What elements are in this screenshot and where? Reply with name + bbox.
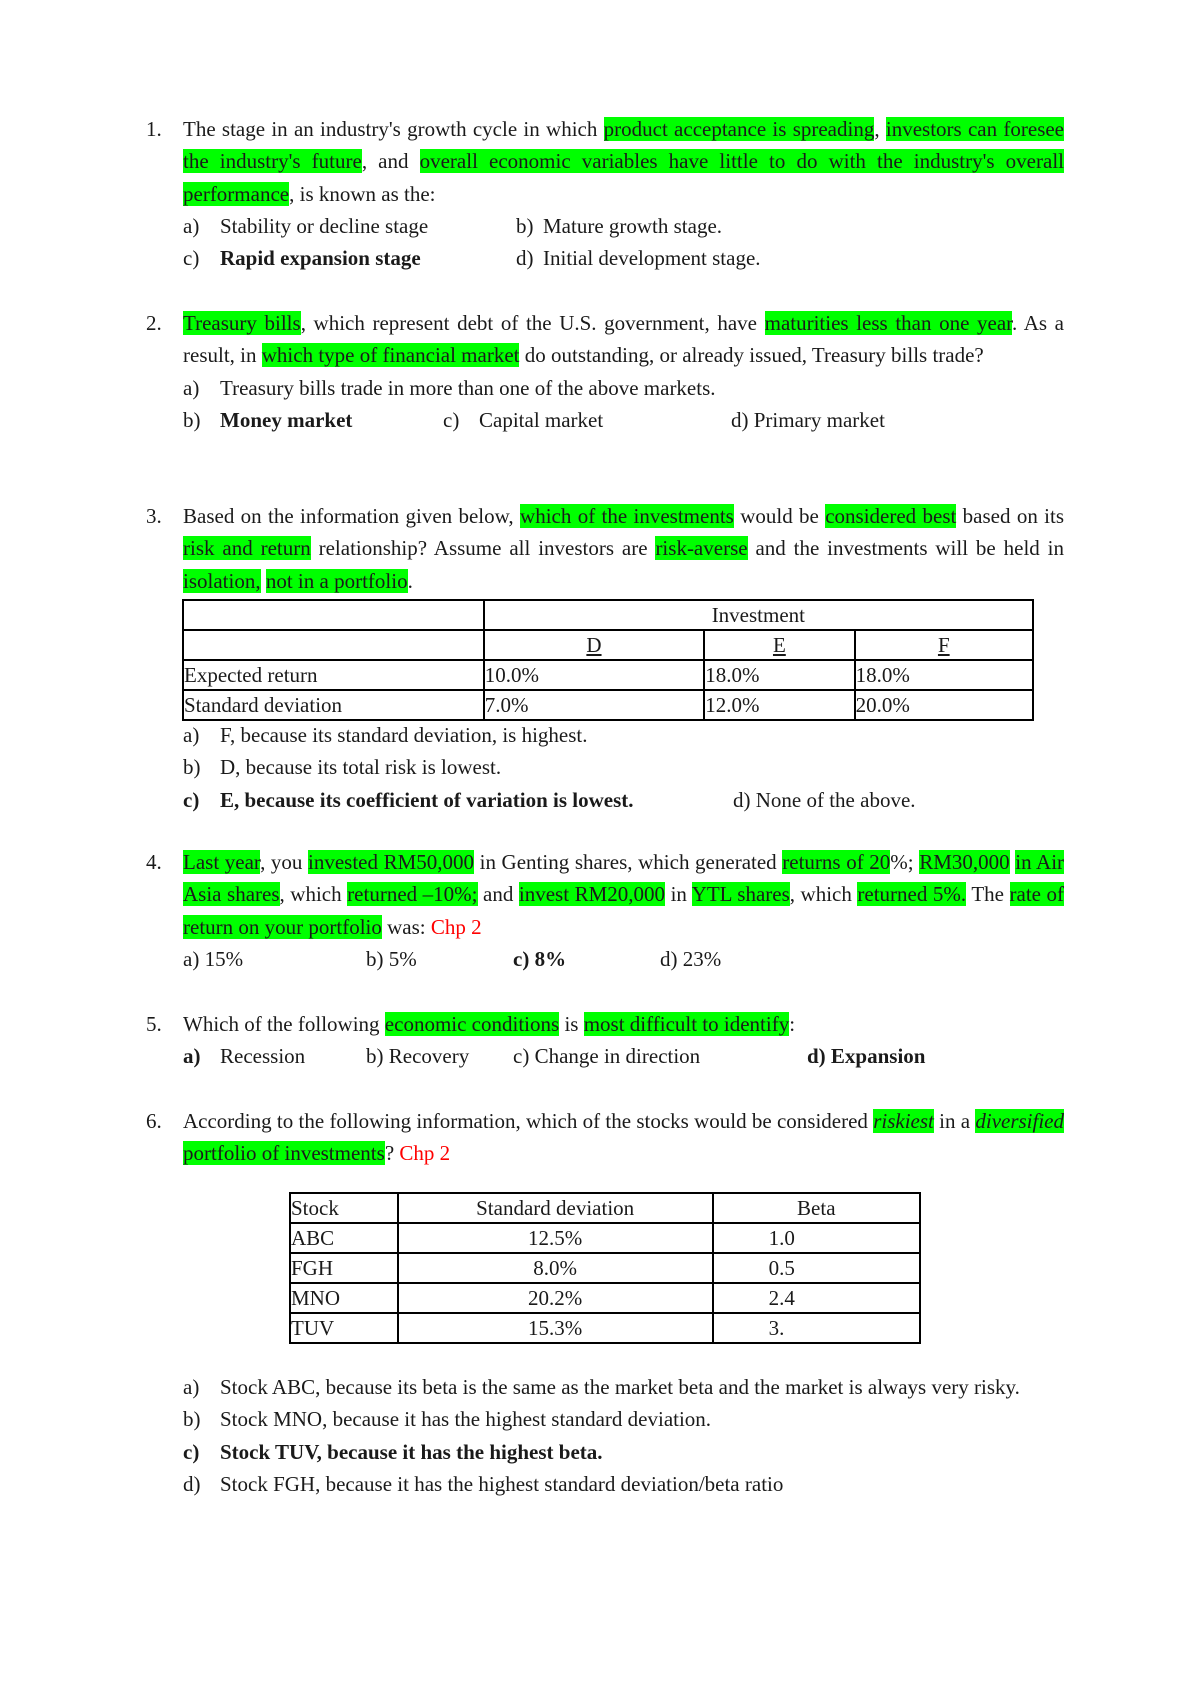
option-b: Mature growth stage. — [543, 213, 723, 238]
highlight: considered best — [825, 504, 957, 528]
highlight: portfolio of investments — [183, 1141, 385, 1166]
highlight: riskiest — [873, 1109, 934, 1133]
table-header-row — [183, 630, 1033, 660]
question-3-options — [146, 719, 1064, 816]
highlight: maturities less than one year — [764, 311, 1013, 335]
question-1 — [146, 113, 1064, 274]
option-b-answer: Money market — [220, 407, 353, 432]
table-row — [183, 690, 1033, 720]
question-number: 2. — [146, 311, 162, 335]
highlight: returns of 20 — [782, 850, 891, 874]
question-text: Last year, you invested RM50,000 in Genting shares, which generated returns of 20%; RM30,000 in Air Asia shares, which returned –10%; and invest RM20,000 in YTL shares, which returned 5%. The rate of return on your portfolio was: Chp 2 — [183, 850, 1065, 939]
option-c: c) Change in direction — [513, 1044, 701, 1069]
row-label: Expected return — [183, 660, 484, 690]
question-3 — [146, 500, 1064, 597]
table-cell: 7.0% — [484, 690, 705, 720]
question-text: According to the following information, which of the stocks would be considered riskiest in a diversified portfolio of investments? Chp 2 — [183, 1109, 1065, 1166]
chapter-note: Chp 2 — [399, 1141, 451, 1166]
question-text: Based on the information given below, which of the investments would be considered best based on its risk and return relationship? Assume all investors are risk-averse and the investments will be held in isolation, not in a portfolio. — [183, 504, 1065, 593]
chapter-note: Chp 2 — [430, 914, 482, 939]
option-b: b) 5% — [366, 946, 417, 971]
highlight: diversified — [975, 1109, 1065, 1133]
option-row: a) Recession b) Recovery c) Change in direction d) Expansion — [183, 1040, 1064, 1072]
question-number: 1. — [146, 117, 162, 141]
highlight: invested RM50,000 — [308, 850, 475, 874]
column-header: Standard deviation — [398, 1193, 713, 1223]
highlight: economic conditions — [384, 1012, 560, 1036]
option-a: a) F, because its standard deviation, is highest. — [183, 723, 588, 747]
highlight: not in a portfolio — [265, 568, 408, 593]
option-d-answer: d) Expansion — [807, 1044, 926, 1069]
highlight: invest RM20,000 — [518, 882, 666, 907]
option-row: c) E, because its coefficient of variation is lowest. d) None of the above. — [183, 784, 1064, 816]
table-header-row — [290, 1193, 920, 1223]
option-d: d) Primary market — [731, 407, 885, 432]
column-header: Stock — [290, 1193, 398, 1223]
highlight: which type of financial market — [261, 343, 520, 368]
option-d: d) None of the above. — [733, 787, 916, 812]
question-number: 3. — [146, 504, 162, 528]
table-cell: 18.0% — [704, 660, 854, 690]
highlight: returned 5%. — [857, 882, 967, 907]
option-a: a) 15% — [183, 946, 244, 971]
option-b: b) Stock MNO, because it has the highest standard deviation. — [183, 1407, 712, 1432]
table-row — [183, 660, 1033, 690]
table-row: MNO 20.2% 2.4 — [290, 1283, 920, 1313]
row-label: Standard deviation — [183, 690, 484, 720]
table-cell: 20.0% — [855, 690, 1033, 720]
question-number: 4. — [146, 850, 162, 874]
option-d: Initial development stage. — [543, 246, 761, 271]
option-c-answer: E, because its coefficient of variation is lowest. — [220, 787, 634, 812]
table-cell: 10.0% — [484, 660, 705, 690]
option-c-answer: c) 8% — [513, 946, 567, 971]
option-row: b) Money market c) Capital market d) Primary market — [183, 404, 1064, 436]
column-header: E — [772, 633, 786, 657]
table-header-row — [183, 600, 1033, 630]
option-c-answer: Rapid expansion stage — [220, 246, 421, 271]
option-d: d) 23% — [660, 946, 722, 971]
highlight: most difficult to identify — [583, 1012, 790, 1036]
question-text: The stage in an industry's growth cycle in which product acceptance is spreading, investors can foresee the industry's future, and overall economic variables have little to do with the industry's overall performance, is known as the: — [183, 117, 1065, 206]
column-header: Beta — [713, 1193, 920, 1223]
highlight: which of the investments — [520, 504, 734, 528]
highlight: risk-averse — [655, 536, 748, 561]
highlight: overall economic variables have little to do with the industry's overall performance — [183, 149, 1064, 206]
highlight: risk and return — [183, 536, 311, 561]
highlight: rate of return on your portfolio — [183, 882, 1064, 939]
table-group-header: Investment — [484, 600, 1033, 630]
option-row: c) Rapid expansion stage d) Initial development stage. — [183, 242, 1064, 274]
question-text: Treasury bills, which represent debt of the U.S. government, have maturities less than one year. As a result, in which type of financial market do outstanding, or already issued, Treasury bills trade? — [183, 311, 1064, 368]
table-row: ABC 12.5% 1.0 — [290, 1223, 920, 1253]
highlight: Treasury bills — [183, 311, 301, 335]
column-header: F — [937, 633, 950, 657]
table-row: TUV 15.3% 3. — [290, 1313, 920, 1343]
table-row: FGH 8.0% 0.5 — [290, 1253, 920, 1283]
highlight: product acceptance is spreading — [603, 117, 875, 141]
highlight: isolation, — [183, 568, 261, 593]
option-a: a) Treasury bills trade in more than one of the above markets. — [183, 375, 716, 400]
option-c: Capital market — [479, 407, 604, 432]
option-d: d) Stock FGH, because it has the highest standard deviation/beta ratio — [183, 1471, 784, 1496]
option-b: b) D, because its total risk is lowest. — [183, 755, 502, 780]
question-4 — [146, 846, 1064, 975]
option-a: Stability or decline stage — [220, 213, 429, 238]
question-6 — [146, 1105, 1064, 1170]
investment-table — [182, 599, 1034, 721]
question-6-options — [146, 1371, 1064, 1500]
highlight: RM30,000 — [919, 850, 1010, 874]
highlight: returned –10%; — [347, 882, 478, 907]
highlight: Last year — [183, 850, 261, 874]
option-row: a) Stability or decline stage b) Mature growth stage. — [183, 210, 1064, 242]
question-2 — [146, 307, 1064, 436]
option-a: Recession — [220, 1044, 306, 1069]
question-number: 6. — [146, 1109, 162, 1133]
table-cell: 12.0% — [704, 690, 854, 720]
highlight: investors can foresee the industry's future — [183, 117, 1065, 174]
stock-table — [289, 1192, 921, 1344]
option-a: a) Stock ABC, because its beta is the same as the market beta and the market is always very risky. — [183, 1375, 1020, 1399]
question-5 — [146, 1008, 1064, 1073]
highlight: in Air Asia shares — [183, 850, 1065, 907]
option-b: b) Recovery — [366, 1044, 470, 1069]
column-header: D — [586, 633, 602, 657]
option-row — [183, 943, 1064, 975]
table-cell: 18.0% — [855, 660, 1033, 690]
question-number: 5. — [146, 1012, 162, 1036]
question-text: Which of the following economic conditions is most difficult to identify: — [183, 1012, 796, 1036]
option-c-answer: c) Stock TUV, because it has the highest beta. — [183, 1439, 603, 1464]
highlight: YTL shares — [691, 882, 790, 907]
